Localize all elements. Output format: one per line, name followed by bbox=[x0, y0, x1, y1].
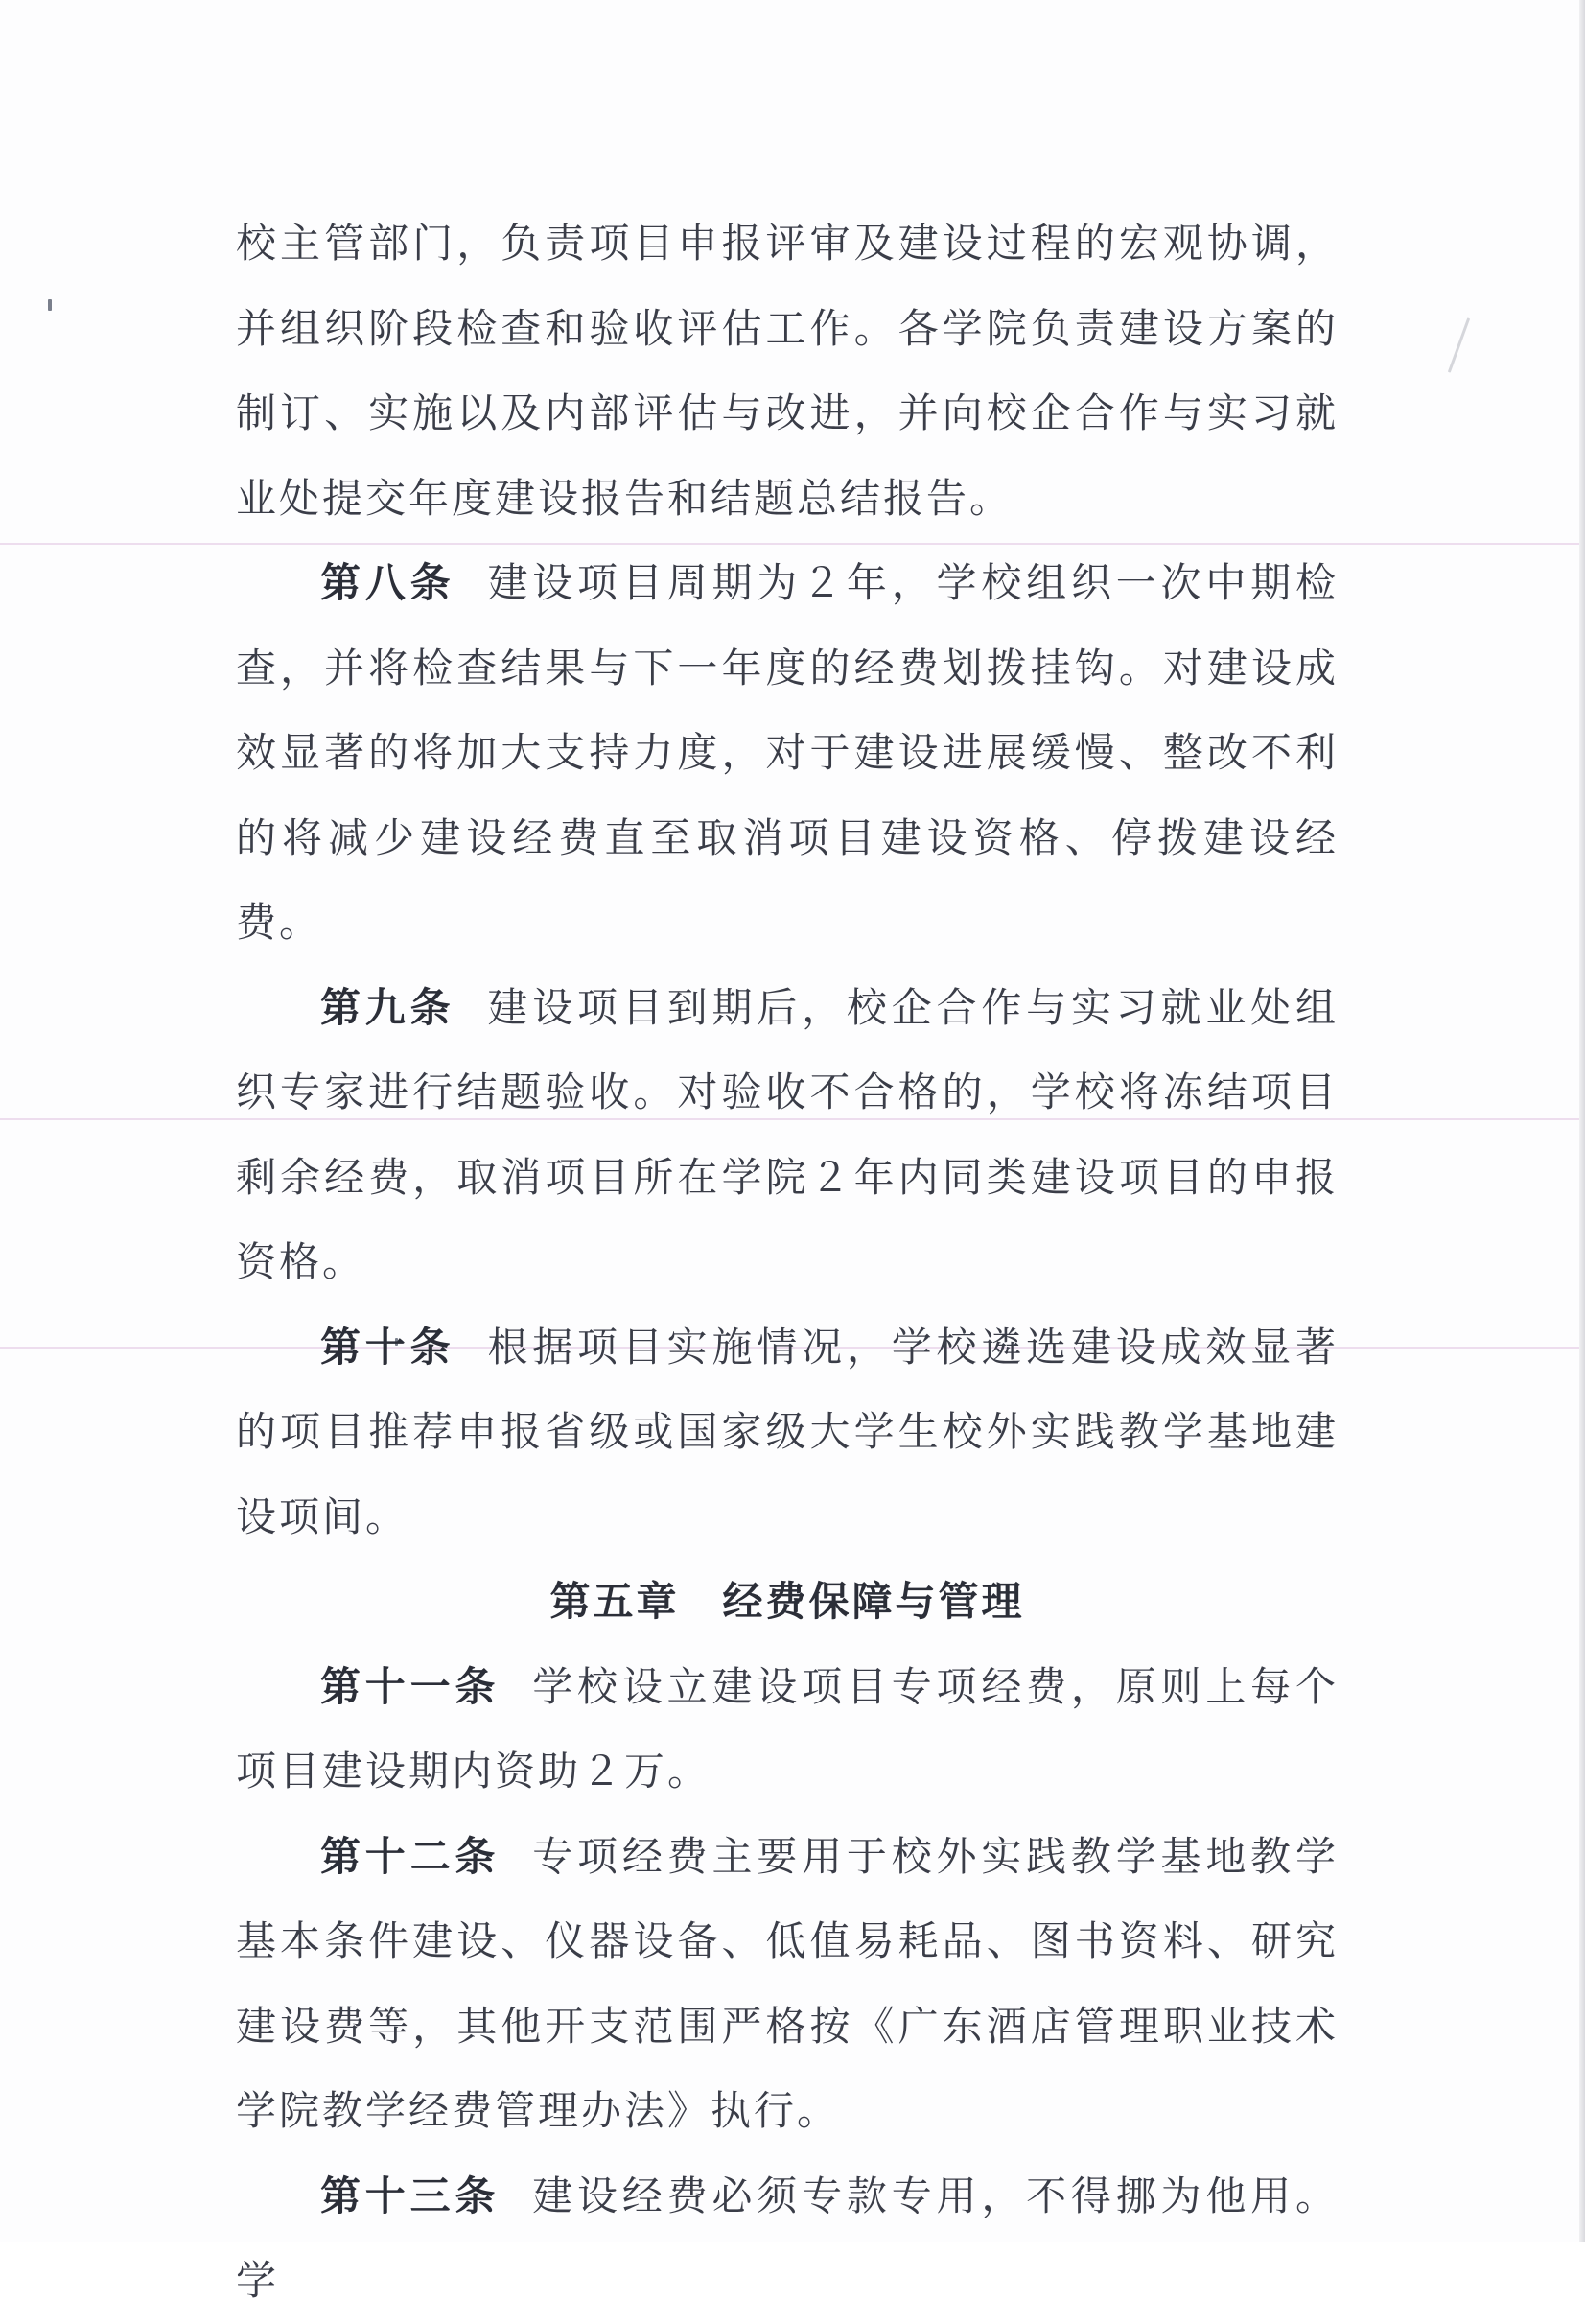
article-label: 第十一条 bbox=[320, 1662, 501, 1710]
continuation-paragraph: 校主管部门，负责项目申报评审及建设过程的宏观协调，并组织阶段检查和验收评估工作。各学院负责建设方案的制订、实施以及内部评估与改进，并向校企合作与实习就业处提交年度建设报告和结题总结报告。 bbox=[236, 220, 1339, 522]
article-13 bbox=[236, 2154, 1339, 2324]
article-8 bbox=[236, 541, 1339, 966]
article-label: 第十条 bbox=[320, 1323, 455, 1371]
article-label: 第十二条 bbox=[320, 1832, 501, 1880]
article-10 bbox=[236, 1305, 1339, 1561]
article-text: 建设经费必须专款专用，不得挪为他用。学 bbox=[236, 2171, 1339, 2304]
article-text: 专项经费主要用于校外实践教学基地教学基本条件建设、仪器设备、低值易耗品、图书资料、研究建设费等，其他开支范围严格按《广东酒店管理职业技术学院教学经费管理办法》执行。 bbox=[236, 1832, 1339, 2134]
article-label: 第十三条 bbox=[320, 2171, 501, 2219]
article-text: 建设项目到期后，校企合作与实习就业处组织专家进行结题验收。对验收不合格的，学校将冻结项目剩余经费，取消项目所在学院２年内同类建设项目的申报资格。 bbox=[236, 983, 1339, 1285]
article-text: 建设项目周期为２年，学校组织一次中期检查，并将检查结果与下一年度的经费划拨挂钩。对建设成效显著的将加大支持力度，对于建设进展缓慢、整改不利的将减少建设经费直至取消项目建设资格、停拨建设经费。 bbox=[236, 559, 1339, 946]
article-label: 第九条 bbox=[320, 983, 455, 1031]
scan-speck bbox=[1448, 317, 1470, 372]
scan-speck bbox=[48, 299, 52, 311]
article-text: 学校设立建设项目专项经费，原则上每个项目建设期内资助２万。 bbox=[236, 1662, 1339, 1795]
document-body bbox=[236, 201, 1339, 2324]
page-edge-shadow bbox=[1579, 0, 1585, 2242]
chapter-title: 第五章 经费保障与管理 bbox=[549, 1578, 1025, 1625]
article-text: 根据项目实施情况，学校遴选建设成效显著的项目推荐申报省级或国家级大学生校外实践教学基地建设项间。 bbox=[236, 1323, 1339, 1540]
article-9 bbox=[236, 966, 1339, 1305]
article-label: 第八条 bbox=[320, 559, 455, 606]
article-12 bbox=[236, 1815, 1339, 2154]
article-11 bbox=[236, 1645, 1339, 1815]
